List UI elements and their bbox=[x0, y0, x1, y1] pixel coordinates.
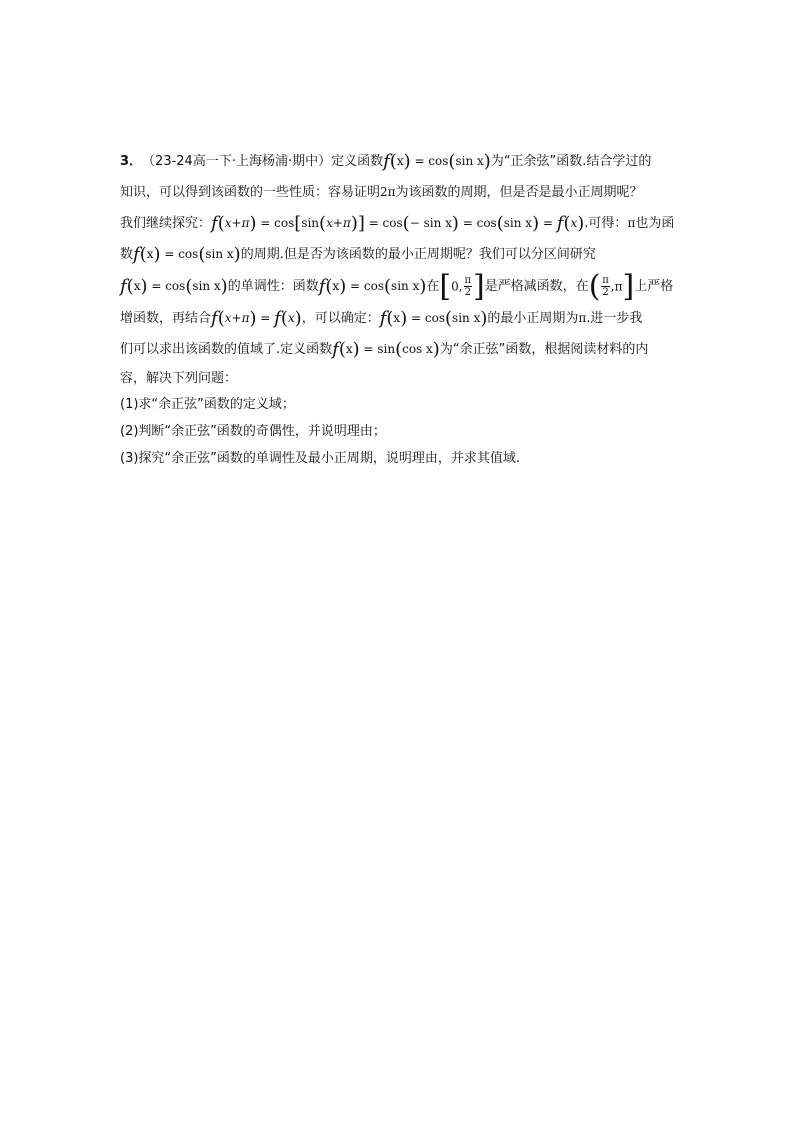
question-2: (2)判断“余正弦”函数的奇偶性，并说明理由； bbox=[120, 424, 386, 439]
question-1: (1)求“余正弦”函数的定义域； bbox=[120, 397, 295, 412]
problem-line-7 bbox=[120, 334, 680, 365]
text-segment: 上严格 bbox=[634, 279, 674, 294]
problem-line-6 bbox=[120, 303, 680, 334]
text-segment: 定义函数 bbox=[331, 154, 384, 169]
text-segment: ，可以确定： bbox=[301, 311, 380, 326]
interval-zero-to-half-pi: [0, $\frac{\pi}{2}$ ] bbox=[439, 268, 485, 304]
text-segment: .进一步我 bbox=[586, 311, 643, 326]
formula-f-sin-cos: f(x) = sin(cos x) bbox=[332, 339, 440, 360]
problem-line-2 bbox=[120, 177, 680, 208]
text-segment: 数 bbox=[120, 247, 134, 262]
formula-period-chain: f(x+π) = cos[sin(x+π)] = cos(− sin x) = cos(sin x) = f(x) bbox=[211, 213, 585, 234]
term-yu-zheng-xian: “余正弦” bbox=[452, 342, 506, 357]
problem-number: 3． bbox=[120, 154, 143, 169]
formula-two-pi: 2π bbox=[380, 185, 396, 199]
text-segment: 为该函数的周期，但是否是最小正周期呢？ bbox=[395, 185, 643, 200]
term-zheng-yu-xian: “正余弦” bbox=[503, 154, 557, 169]
text-segment: 是严格减函数，在 bbox=[484, 279, 589, 294]
problem-line-8 bbox=[120, 365, 680, 392]
problem-line-3 bbox=[120, 208, 680, 239]
question-3: (3)探究“余正弦”函数的单调性及最小正周期，说明理由，并求其值域. bbox=[120, 451, 521, 466]
formula-f-cos-sin: f(x) = cos(sin x) bbox=[379, 308, 488, 329]
text-segment: .可得： bbox=[584, 216, 628, 231]
text-segment: 的最小正周期为 bbox=[487, 311, 579, 326]
text-segment: 为 bbox=[490, 154, 504, 169]
text-segment: 的单调性：函数 bbox=[227, 279, 319, 294]
formula-pi: π bbox=[578, 311, 587, 325]
text-segment: 容，解决下列问题： bbox=[120, 371, 238, 386]
text-segment: 在 bbox=[426, 279, 440, 294]
text-segment: 的周期.但是否为该函数的最小正周期呢？我们可以分区间研究 bbox=[240, 247, 596, 262]
problem-line-5 bbox=[120, 270, 680, 303]
problem-line-4 bbox=[120, 239, 680, 270]
problem-3 bbox=[120, 146, 680, 473]
problem-line-1 bbox=[120, 146, 680, 177]
formula-f-cos-sin: f(x) = cos(sin x) bbox=[133, 244, 241, 265]
text-segment: 知识，可以得到该函数的一些性质：容易证明 bbox=[120, 185, 381, 200]
problem-source: （23-24高一下·上海杨浦·期中） bbox=[142, 154, 332, 169]
text-segment: 们可以求出该函数的值域了.定义函数 bbox=[120, 342, 333, 357]
formula-f-x-plus-pi: f(x+π) = f(x) bbox=[211, 308, 302, 329]
formula-f-cos-sin: f(x) = cos(sin x) bbox=[318, 276, 427, 297]
formula-f-cos-sin: f(x) = cos(sin x) bbox=[383, 151, 491, 172]
formula-f-cos-sin: f(x) = cos(sin x) bbox=[120, 276, 228, 297]
formula-pi: π bbox=[627, 216, 636, 230]
interval-half-pi-to-pi: ( $\frac{\pi}{2}$ ,π] bbox=[588, 268, 635, 304]
text-segment: 也为函 bbox=[635, 216, 675, 231]
text-segment: 函数.结合学过的 bbox=[556, 154, 652, 169]
text-segment: 函数，根据阅读材料的内 bbox=[505, 342, 649, 357]
text-segment: 为 bbox=[439, 342, 453, 357]
text-segment: 增函数，再结合 bbox=[120, 311, 212, 326]
text-segment: 我们继续探究： bbox=[120, 216, 212, 231]
